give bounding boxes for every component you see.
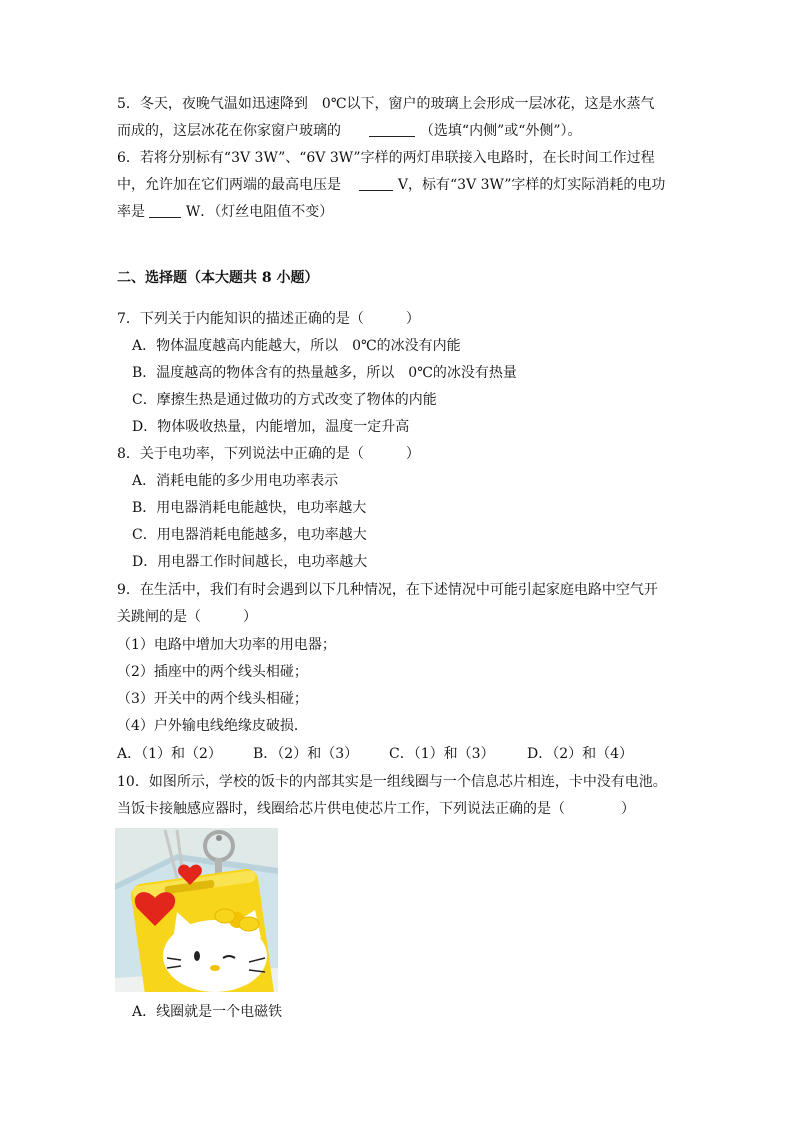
meal-card-photo: [115, 828, 278, 992]
q5-line-2-tail: （选填“内侧”或“外侧”）。: [419, 123, 582, 139]
q6-line-2-tail: V，标有“3V 3W”字样的灯实际消耗的电功: [397, 177, 666, 193]
q5-line-2: [117, 121, 582, 141]
q9-item-1: （1）电路中增加大功率的用电器；: [117, 637, 336, 653]
q8-option-a: A．消耗电能的多少用电功率表示: [132, 473, 339, 489]
q6-line-3-text: 率是: [117, 204, 145, 220]
q6-power-blank: [149, 203, 181, 218]
q5-line-2-text: 而成的，这层冰花在你家窗户玻璃的: [117, 123, 341, 139]
q10-option-a: A．线圈就是一个电磁铁: [132, 1004, 283, 1020]
q5-line-1: 5．冬天，夜晚气温如迅速降到 0℃以下，窗户的玻璃上会形成一层冰花，这是水蒸气: [117, 96, 655, 112]
section-heading: 二、选择题（本大题共 8 小题）: [117, 270, 319, 286]
q7-option-b: B．温度越高的物体含有的热量越多，所以 0℃的冰没有热量: [132, 365, 517, 381]
q8-option-c: C．用电器消耗电能越多，电功率越大: [132, 527, 367, 543]
q6-line-2-text: 中，允许加在它们两端的最高电压是: [117, 177, 341, 193]
q6-line-3: [117, 202, 333, 222]
q9-stem-line-1: 9．在生活中，我们有时会遇到以下几种情况，在下述情况中可能引起家庭电路中空气开: [117, 582, 658, 598]
q7-stem: 7．下列关于内能知识的描述正确的是（ ）: [117, 311, 420, 327]
q6-line-1: 6．若将分别标有“3V 3W”、“6V 3W”字样的两灯串联接入电路时，在长时间工作过程: [117, 150, 655, 166]
q9-stem-line-2: 关跳闸的是（ ）: [117, 609, 257, 625]
q9-item-3: （3）开关中的两个线头相碰；: [117, 691, 308, 707]
q6-voltage-blank: [359, 176, 393, 191]
q8-stem: 8．关于电功率，下列说法中正确的是（ ）: [117, 446, 420, 462]
q7-option-a: A．物体温度越高内能越大，所以 0℃的冰没有内能: [132, 338, 461, 354]
q9-item-4: （4）户外输电线绝缘皮破损．: [117, 718, 308, 734]
q5-answer-blank: [369, 122, 415, 137]
q6-line-2: [117, 175, 665, 195]
q8-option-d: D．用电器工作时间越长，电功率越大: [132, 554, 368, 570]
q9-choice-a: A．（1）和（2）: [117, 746, 222, 762]
q9-choice-d: D．（2）和（4）: [527, 746, 634, 762]
q7-option-c: C．摩擦生热是通过做功的方式改变了物体的内能: [132, 392, 437, 408]
q10-stem-line-1: 10．如图所示，学校的饭卡的内部其实是一组线圈与一个信息芯片相连，卡中没有电池。: [117, 774, 667, 790]
q9-item-2: （2）插座中的两个线头相碰；: [117, 664, 308, 680]
q10-stem-line-2: 当饭卡接触感应器时，线圈给芯片供电使芯片工作，下列说法正确的是（ ）: [117, 801, 635, 817]
q8-option-b: B．用电器消耗电能越快，电功率越大: [132, 500, 367, 516]
q9-choice-c: C．（1）和（3）: [389, 746, 495, 762]
q9-choice-b: B．（2）和（3）: [253, 746, 359, 762]
q6-line-3-tail: W．（灯丝电阻值不变）: [185, 204, 334, 220]
q7-option-d: D．物体吸收热量，内能增加，温度一定升高: [132, 419, 410, 435]
